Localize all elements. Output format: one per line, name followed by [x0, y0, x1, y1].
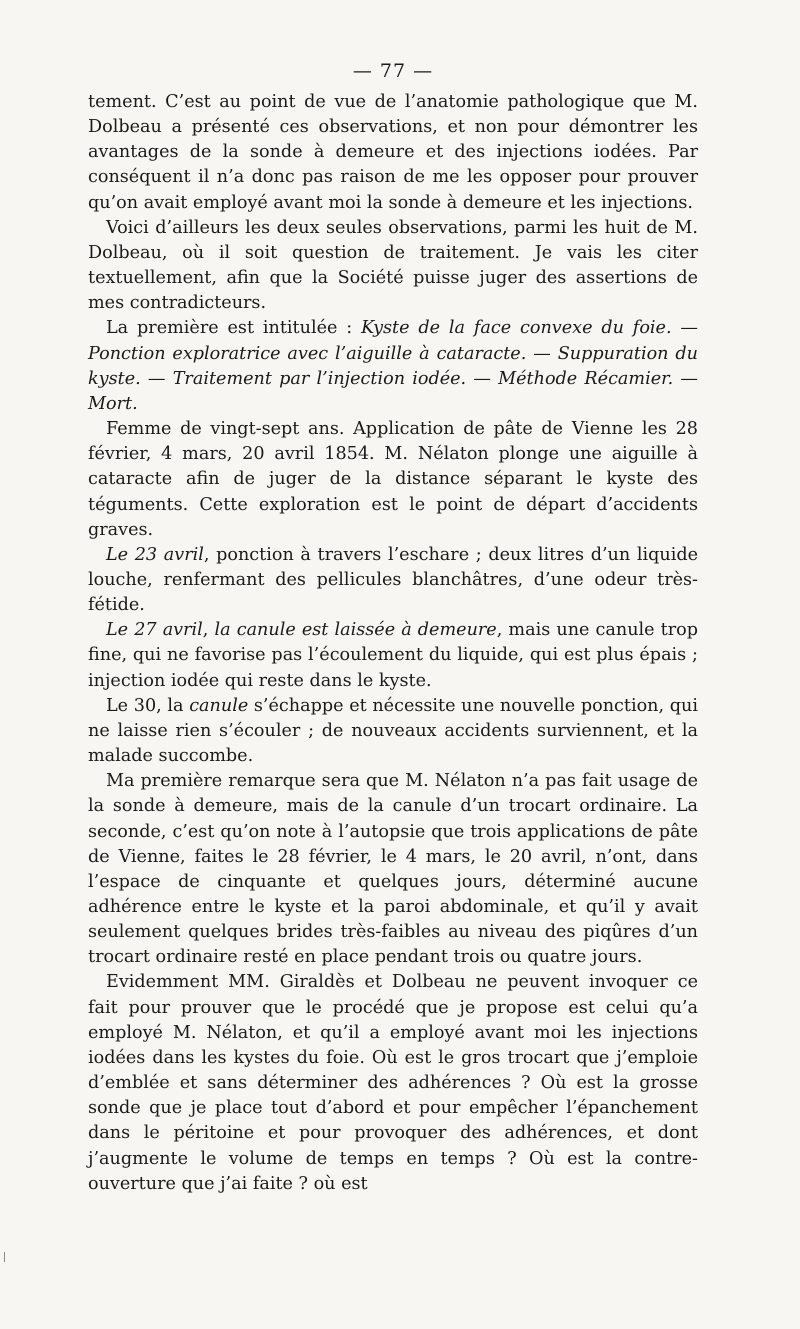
text-run: Voici d’ailleurs les deux seules observations, parmi les huit de M. Dolbeau, où il soit question de traitement. Je vais les citer textuellement, afin que la Société puisse juger des assertions de mes contradicteurs.: [88, 217, 698, 314]
paragraph: [88, 90, 698, 216]
text-run: Ma première remarque sera que M. Nélaton n’a pas fait usage de la sonde à demeure, mais de la canule d’un trocart ordinaire. La seconde, c’est qu’on note à l’autopsie que trois applications de pâte de Vienne, faites le 28 février, le 4 mars, le 20 avril, n’ont, dans l’espace de cinquante et quelques jours, déterminé aucune adhérence entre le kyste et la paroi abdominale, et qu’il y avait seulement quelques brides très-faibles au niveau des piqûres d’un trocart ordinaire resté en place pendant trois ou quatre jours.: [88, 771, 698, 968]
text-run: tement. C’est au point de vue de l’anatomie pathologique que M. Dolbeau a présenté ces observations, et non pour démontrer les avantages de la sonde à demeure et des injections iodées. Par conséquent il n’a donc pas raison de me les opposer pour prouver qu’on avait employé avant moi la sonde à demeure et les injections.: [88, 92, 698, 213]
italic-text-run: Le 27 avril: [106, 620, 203, 641]
text-run: , mais une canule trop fine, qui ne favorise pas l’écoulement du liquide, qui est plus épais ; injection iodée qui reste dans le kyste.: [88, 620, 699, 691]
text-run: , ponction à travers l’eschare ; deux litres d’un liquide louche, renfermant des pellicules blanchâtres, d’une odeur très-fétide.: [88, 544, 699, 616]
text-run: ,: [202, 620, 215, 641]
document-page: [88, 58, 698, 1197]
paragraph: [88, 417, 698, 543]
text-run: Femme de vingt-sept ans. Application de pâte de Vienne les 28 février, 4 mars, 20 avril 1854. M. Nélaton plonge une aiguille à cataracte afin de juger de la distance séparant le kyste des téguments. Cette exploration est le point de départ d’accidents graves.: [88, 419, 698, 540]
italic-text-run: Le 23 avril: [106, 544, 204, 565]
paragraph: [88, 970, 698, 1196]
text-run: Evidemment MM. Giraldès et Dolbeau ne peuvent invoquer ce fait pour prouver que le procédé que je propose est celui qu’a employé M. Nélaton, et qu’il a employé avant moi les injections iodées dans les kystes du foie. Où est le gros trocart que j’emploie d’emblée et sans déterminer des adhérences ? Où est la grosse sonde que je place tout d’abord et pour empêcher l’épanchement dans le péritoine et pour provoquer des adhérences, et dont j’augmente le volume de temps en temps ? Où est la contre-ouverture que j’ai faite ? où est: [88, 972, 698, 1194]
paragraph: [88, 216, 698, 317]
italic-text-run: canule: [189, 695, 249, 716]
body-text: [88, 90, 698, 1197]
paragraph: [88, 618, 698, 693]
paragraph: [88, 316, 698, 417]
text-run: Le 30, la: [106, 695, 190, 716]
text-run: s’échappe et nécessite une nouvelle ponction, qui ne laisse rien s’écouler ; de nouveaux accidents surviennent, et la malade succombe.: [88, 695, 698, 767]
paragraph: [88, 543, 698, 618]
scan-edge-mark: [4, 1252, 5, 1262]
text-run: La première est intitulée :: [106, 318, 362, 339]
page-number: — 77 —: [352, 60, 434, 82]
italic-text-run: Kyste de la face convexe du foie. — Ponction exploratrice avec l’aiguille à cataracte. — Suppuration du kyste. — Traitement par l’injection iodée. — Méthode Récamier. — Mort.: [88, 318, 698, 414]
paragraph: [88, 694, 698, 769]
paragraph: [88, 769, 698, 970]
italic-text-run: la canule est laissée à demeure: [214, 620, 497, 641]
